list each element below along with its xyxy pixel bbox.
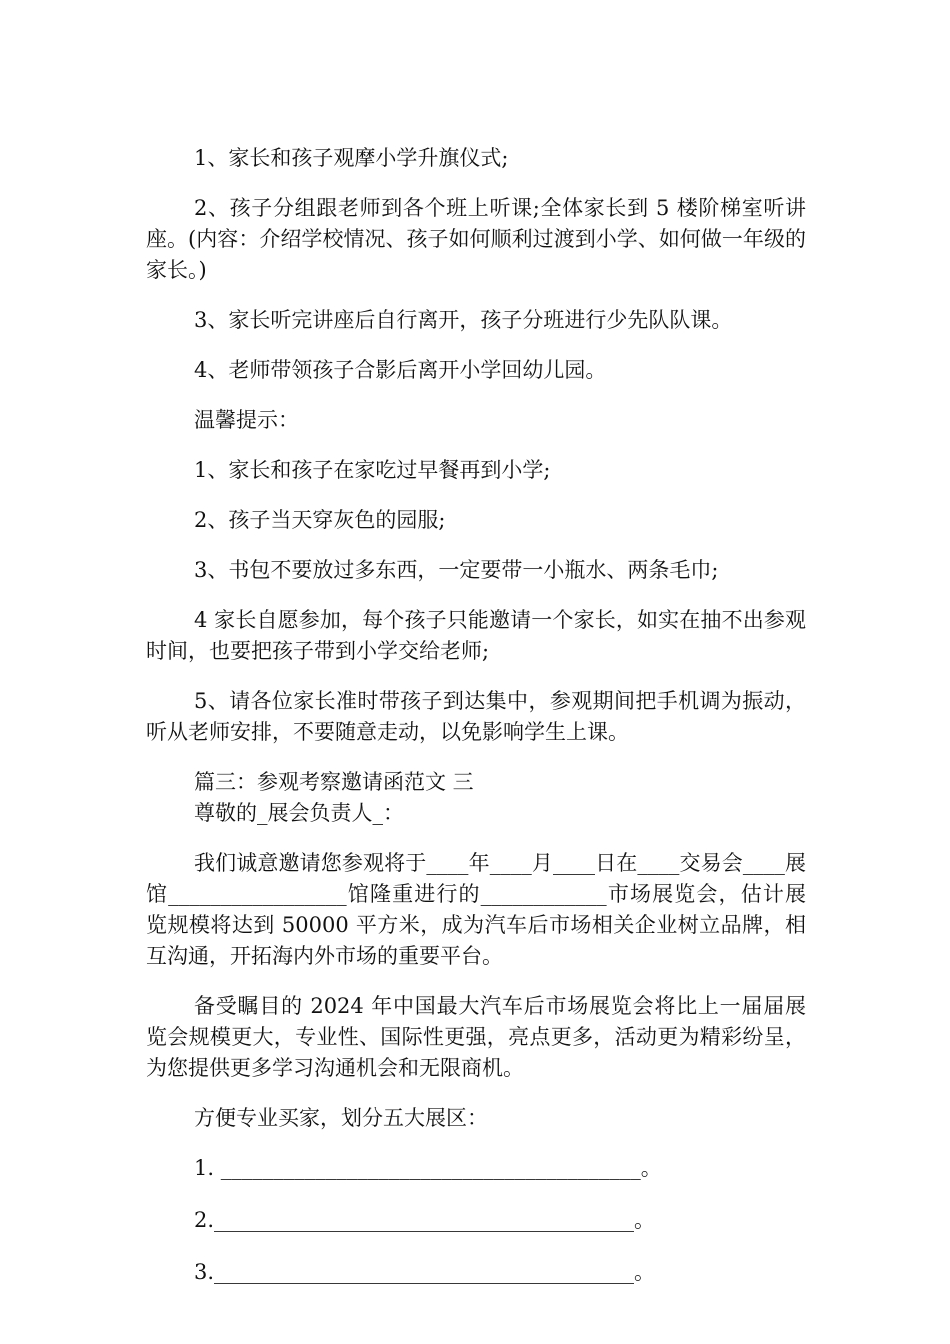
tip-1: 1、家长和孩子在家吃过早餐再到小学; bbox=[194, 458, 551, 482]
document-page bbox=[146, 143, 806, 1309]
tip-3: 3、书包不要放过多东西，一定要带一小瓶水、两条毛巾; bbox=[194, 558, 719, 582]
tip-5: 5、请各位家长准时带孩子到达集中，参观期间把手机调为振动，听从老师安排，不要随意走动，以免影响学生上课。 bbox=[146, 689, 806, 744]
tips-heading: 温馨提示： bbox=[194, 408, 299, 432]
paragraph-3: 3、家长听完讲座后自行离开，孩子分班进行少先队队课。 bbox=[194, 308, 733, 332]
zones-intro: 方便专业买家，划分五大展区： bbox=[194, 1106, 488, 1130]
paragraph-2: 2、孩子分组跟老师到各个班上听课;全体家长到 5 楼阶梯室听讲座。(内容：介绍学校情况、孩子如何顺利过渡到小学、如何做一年级的家长。) bbox=[146, 196, 806, 282]
section-title: 篇三：参观考察邀请函范文 三 bbox=[194, 770, 474, 794]
expo-paragraph: 备受瞩目的 2024 年中国最大汽车后市场展览会将比上一届届展览会规模更大，专业性、国际性更强，亮点更多，活动更为精彩纷呈，为您提供更多学习沟通机会和无限商机。 bbox=[146, 994, 806, 1080]
tip-2: 2、孩子当天穿灰色的园服; bbox=[194, 508, 446, 532]
paragraph-4: 4、老师带领孩子合影后离开小学回幼儿园。 bbox=[194, 358, 607, 382]
invitation-paragraph: 我们诚意邀请您参观将于____年____月____日在____交易会____展馆_________________馆隆重进行的____________市场展览会，估计展览规模将达到 50000 平方米，成为汽车后市场相关企业树立品牌，相互沟通，开拓海内外市场的重要平台。 bbox=[146, 851, 806, 968]
zone-blank-3: 3.________________________________________。 bbox=[194, 1260, 656, 1284]
tip-4: 4 家长自愿参加，每个孩子只能邀请一个家长，如实在抽不出参观时间，也要把孩子带到小学交给老师; bbox=[146, 608, 806, 663]
zone-blank-2: 2.________________________________________。 bbox=[194, 1208, 656, 1232]
zone-blank-1: 1. ________________________________________。 bbox=[194, 1156, 662, 1180]
salutation: 尊敬的_展会负责人_： bbox=[194, 801, 404, 825]
paragraph-1: 1、家长和孩子观摩小学升旗仪式; bbox=[194, 146, 509, 170]
